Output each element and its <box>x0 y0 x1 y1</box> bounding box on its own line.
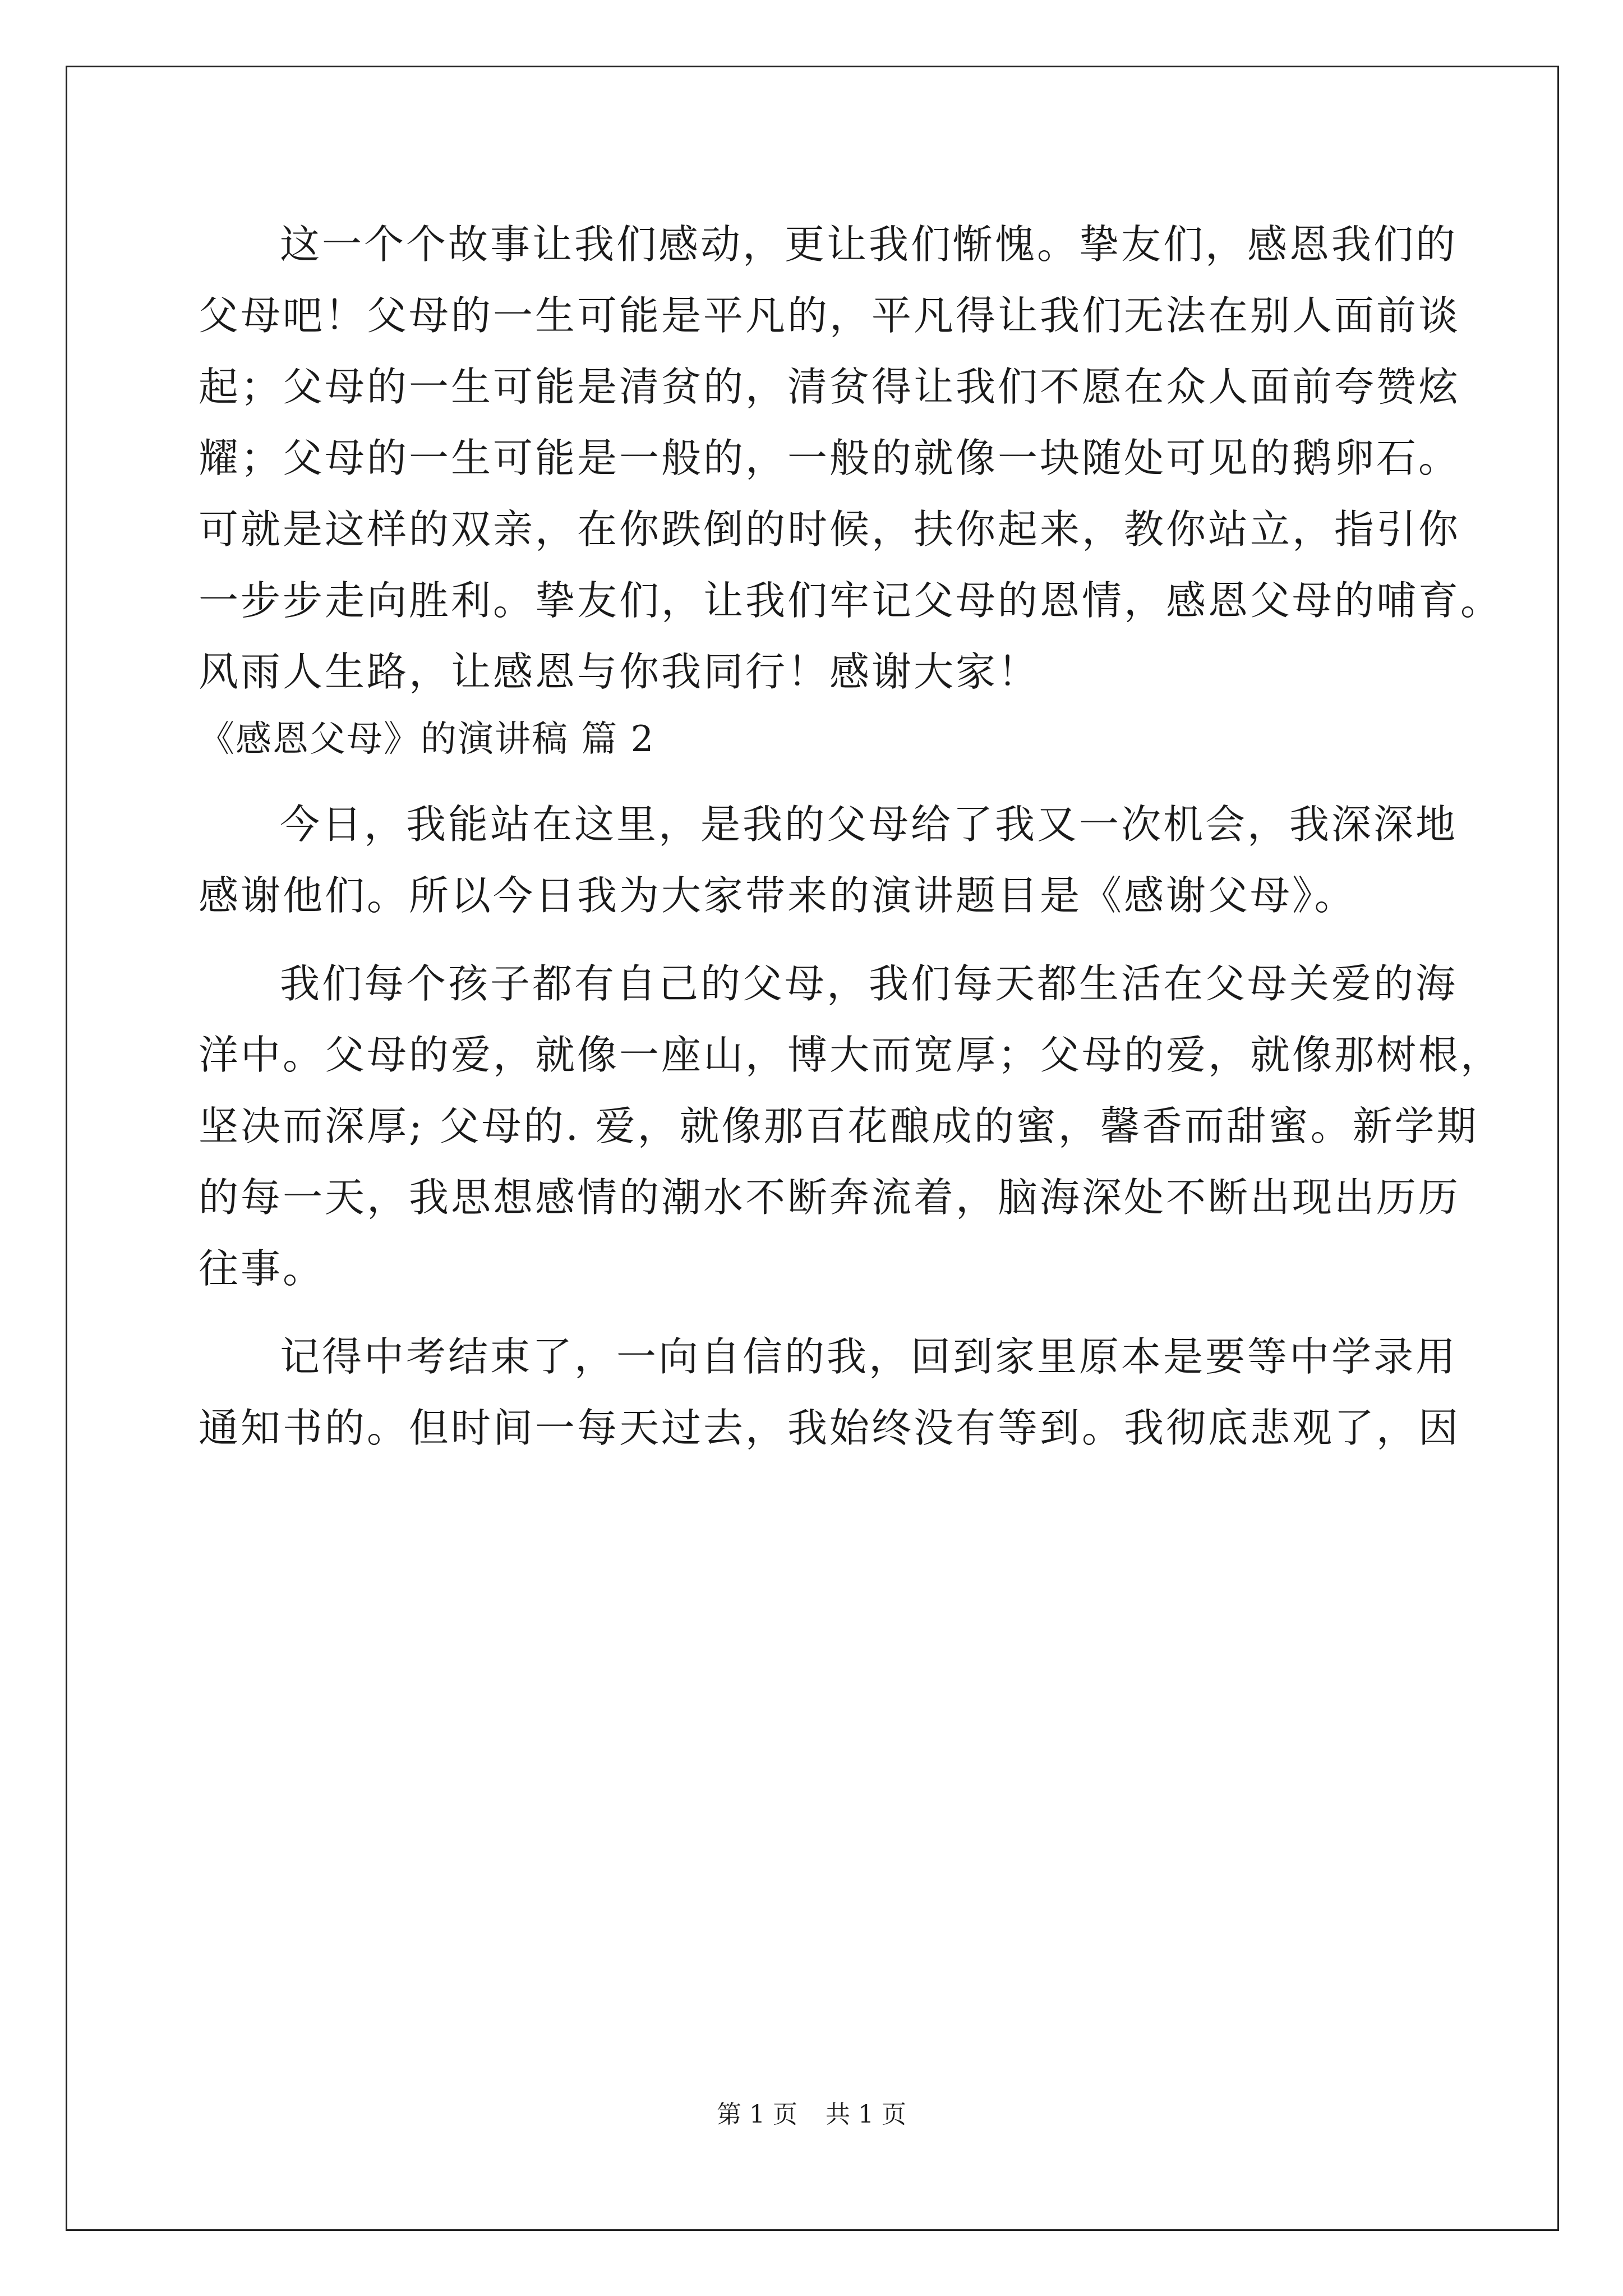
text-line: 我们每个孩子都有自己的父母，我们每天都生活在父母关爱的海 <box>280 960 1458 1007</box>
text-line: 通知书的。但时间一每天过去，我始终没有等到。我彻底悲观了，因 <box>199 1405 1461 1451</box>
text-line: 可就是这样的双亲，在你跌倒的时候，扶你起来，教你站立，指引你 <box>199 506 1461 553</box>
page-total: 共 1 页 <box>826 2100 906 2129</box>
text-line: 一步步走向胜利。挚友们，让我们牢记父母的恩情，感恩父母的哺育。 <box>199 577 1503 624</box>
text-line: 往事。 <box>199 1245 325 1292</box>
text-line: 耀；父母的一生可能是一般的，一般的就像一块随处可见的鹅卵石。 <box>199 435 1461 481</box>
paragraph <box>199 1321 1477 1464</box>
text-line: 洋中。父母的爱，就像一座山，博大而宽厚；父母的爱，就像那树根， <box>199 1032 1503 1078</box>
page-footer <box>0 2098 1623 2132</box>
text-line: 记得中考结束了，一向自信的我，回到家里原本是要等中学录用 <box>280 1333 1458 1380</box>
page-number: 第 1 页 <box>717 2100 797 2129</box>
paragraph <box>199 209 1503 707</box>
text-line: 今日，我能站在这里，是我的父母给了我又一次机会，我深深地 <box>280 801 1458 848</box>
text-line: 风雨人生路，让感恩与你我同行！感谢大家！ <box>199 648 1040 695</box>
text-line: 这一个个故事让我们感动，更让我们惭愧。挚友们，感恩我们的 <box>280 221 1458 268</box>
text-line: 感谢他们。所以今日我为大家带来的演讲题目是《感谢父母》。 <box>199 872 1357 919</box>
section-heading: 《感恩父母》的演讲稿 篇 2 <box>199 719 655 760</box>
document-body <box>199 209 1503 1464</box>
paragraph <box>199 948 1503 1304</box>
text-line: 父母吧！父母的一生可能是平凡的，平凡得让我们无法在别人面前谈 <box>199 292 1461 339</box>
paragraph <box>199 789 1477 931</box>
text-line: 的每一天，我思想感情的潮水不断奔流着，脑海深处不断出现出历历 <box>199 1174 1461 1221</box>
text-line: 起；父母的一生可能是清贫的，清贫得让我们不愿在众人面前夸赞炫 <box>199 364 1461 410</box>
text-line: 坚决而深厚; 父母的. 爱，就像那百花酿成的蜜，馨香而甜蜜。新学期 <box>199 1103 1479 1149</box>
